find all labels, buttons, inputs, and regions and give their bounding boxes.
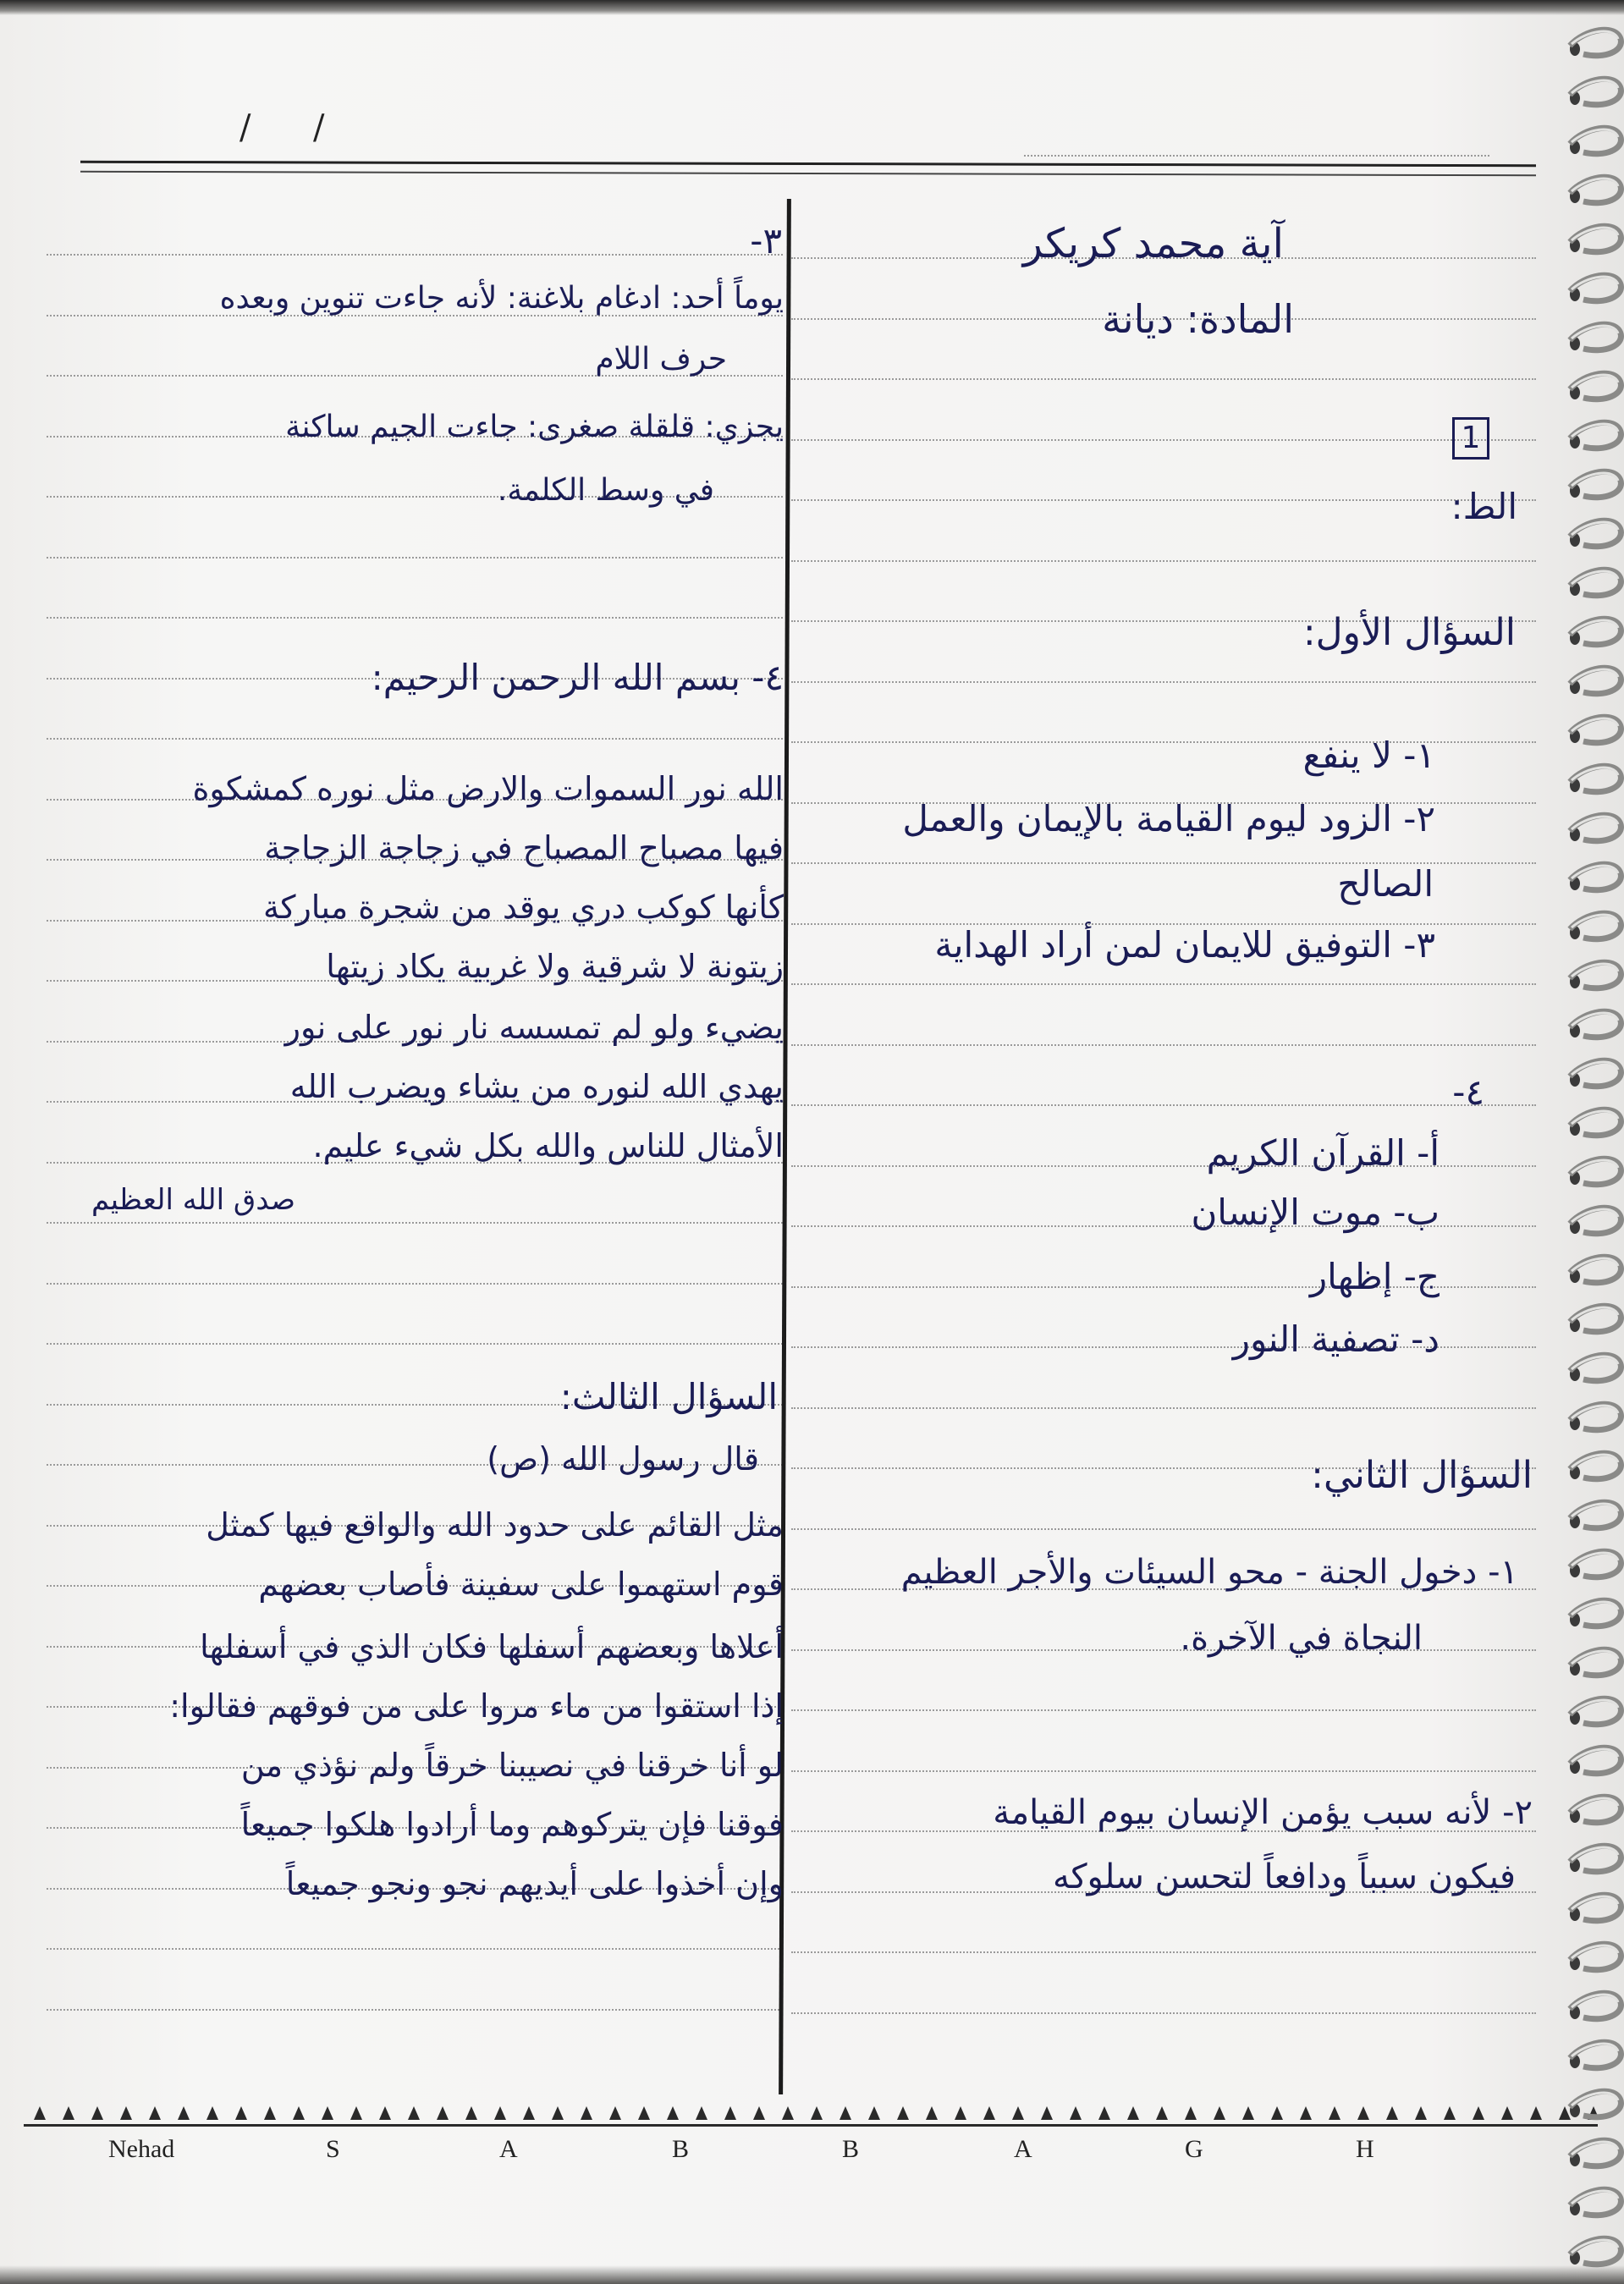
spiral-binding	[1565, 0, 1624, 2284]
verse-line-3: كأنها كوكب دري يوقد من شجرة مباركة	[262, 889, 784, 926]
spiral-ring	[1570, 1060, 1621, 1087]
footer-tick	[1501, 2106, 1513, 2120]
verse-closing: صدق الله العظيم	[91, 1183, 295, 1217]
hadith-line-4: إذا استقوا من ماء مروا على من فوقهم فقالوا:	[169, 1687, 784, 1725]
ruled-line	[791, 499, 1536, 501]
spiral-ring	[1570, 1502, 1621, 1528]
footer-tick	[609, 2106, 621, 2120]
spiral-ring	[1570, 1404, 1621, 1430]
ruled-line	[791, 1044, 1536, 1046]
spiral-ring	[1570, 717, 1621, 743]
ruled-line	[47, 1222, 783, 1224]
spiral-ring	[1570, 2140, 1621, 2166]
footer-tick	[465, 2106, 477, 2120]
spiral-ring	[1570, 1797, 1621, 1823]
question-4-title: ٤- بسم الله الرحمن الرحيم:	[371, 657, 784, 698]
footer-tick	[753, 2106, 765, 2120]
footer-tick	[1156, 2106, 1168, 2120]
verse-line-4: زيتونة لا شرقية ولا غربية يكاد زيتها	[326, 948, 784, 985]
footer-label-h: H	[1356, 2135, 1374, 2163]
footer-tick	[724, 2106, 736, 2120]
q1-item-3: ٣- التوفيق للايمان لمن أراد الهداية	[934, 924, 1435, 966]
footer-tick	[91, 2106, 103, 2120]
footer-tick	[1271, 2106, 1283, 2120]
ruled-line	[47, 1948, 783, 1950]
spiral-ring	[1570, 1698, 1621, 1725]
spiral-ring	[1570, 1993, 1621, 2019]
ruled-line	[47, 2009, 783, 2011]
spiral-ring	[1570, 1011, 1621, 1037]
footer-tick	[1214, 2106, 1225, 2120]
verse-line-6: يهدي الله لنوره من يشاء ويضرب الله	[289, 1068, 784, 1105]
footer-tick	[322, 2106, 333, 2120]
spiral-ring	[1570, 1355, 1621, 1381]
footer-tick	[667, 2106, 679, 2120]
hadith-line-6: فوقنا فإن يتركوهم وما أرادوا هلكوا جميعاً	[240, 1806, 784, 1843]
footer-tick	[494, 2106, 506, 2120]
spiral-ring	[1570, 815, 1621, 841]
q1-item-2-cont: الصالح	[1337, 863, 1434, 905]
spiral-ring	[1570, 128, 1621, 154]
ruled-line	[47, 1283, 783, 1285]
tajweed-line-3: يجزي: قلقلة صغرى: جاءت الجيم ساكنة	[285, 410, 784, 444]
footer-tick	[1386, 2106, 1398, 2120]
footer-label-b1: B	[672, 2135, 690, 2163]
ruled-line	[791, 1649, 1536, 1651]
footer-tick	[178, 2106, 190, 2120]
hadith-line-1: مثل القائم على حدود الله والواقع فيها كمثل	[206, 1506, 784, 1544]
top-shadow	[0, 0, 1624, 15]
ruled-line	[47, 557, 783, 559]
verse-line-5: يضيء ولو لم تمسسه نار نور على نور	[284, 1009, 784, 1046]
footer-tick	[638, 2106, 650, 2120]
footer-tick	[696, 2106, 707, 2120]
spiral-ring	[1570, 177, 1621, 203]
footer-tick	[782, 2106, 794, 2120]
tajweed-line-4: في وسط الكلمة.	[497, 473, 714, 508]
footer-tick	[1415, 2106, 1427, 2120]
spiral-ring	[1570, 864, 1621, 890]
tajweed-line-2: حرف اللام	[595, 342, 727, 377]
spiral-ring	[1570, 1453, 1621, 1479]
q2-item-2-cont: فيكون سبباً ودافعاً لتحسن سلوكه	[1053, 1857, 1516, 1896]
q2-item-1-cont: النجاة في الآخرة.	[1180, 1619, 1423, 1658]
bottom-shadow	[0, 2265, 1624, 2284]
ruled-line	[791, 1528, 1536, 1530]
spiral-ring	[1570, 1747, 1621, 1774]
footer-tick	[840, 2106, 851, 2120]
spiral-ring	[1570, 1600, 1621, 1626]
ruled-line	[791, 681, 1536, 683]
spiral-ring	[1570, 324, 1621, 350]
footer-tick	[1357, 2106, 1369, 2120]
footer-label-a2: A	[1014, 2135, 1032, 2163]
grade-label: الط:	[1451, 486, 1517, 527]
footer-label-g: G	[1185, 2135, 1203, 2163]
spiral-ring	[1570, 471, 1621, 498]
q1-item-4: ٤-	[1452, 1071, 1484, 1113]
spiral-ring	[1570, 79, 1621, 105]
ruled-line	[791, 1951, 1536, 1953]
header-rule	[80, 161, 1536, 168]
spiral-ring	[1570, 619, 1621, 645]
verse-line-7: الأمثال للناس والله بكل شيء عليم.	[312, 1127, 784, 1164]
spiral-ring	[1570, 962, 1621, 988]
footer-tick	[1012, 2106, 1024, 2120]
ruled-line	[791, 1104, 1536, 1106]
hadith-intro: قال رسول الله (ص)	[487, 1440, 759, 1478]
spiral-ring	[1570, 1208, 1621, 1234]
spiral-ring	[1570, 2238, 1621, 2265]
footer-tick	[1041, 2106, 1053, 2120]
footer-label-b2: B	[842, 2135, 860, 2163]
ruled-line	[791, 560, 1536, 562]
footer-tick	[1300, 2106, 1312, 2120]
hadith-line-7: وإن أخذوا على أيديهم نجو ونجو جميعاً	[285, 1865, 784, 1902]
hadith-line-3: أعلاها وبعضهم أسفلها فكان الذي في أسفلها	[200, 1628, 784, 1665]
ruled-line	[791, 1770, 1536, 1772]
spiral-ring	[1570, 2091, 1621, 2117]
spiral-ring	[1570, 1257, 1621, 1283]
footer-tick	[1127, 2106, 1139, 2120]
footer-tick	[206, 2106, 218, 2120]
tajweed-line-1: يوماً أحد: ادغام بلاغنة: لأنه جاءت تنوين وبعده	[219, 281, 784, 316]
footer-label-s: S	[326, 2135, 340, 2163]
footer-tick	[1473, 2106, 1484, 2120]
q2-item-2: ٢- لأنه سبب يؤمن الإنسان بيوم القيامة	[993, 1793, 1533, 1832]
q1-item-4d: د- تصفية النور	[1232, 1318, 1440, 1360]
header-rule-secondary	[80, 171, 1536, 177]
spiral-ring	[1570, 2042, 1621, 2068]
spiral-ring	[1570, 373, 1621, 399]
question-3-title: السؤال الثالث:	[559, 1376, 778, 1417]
footer-tick	[926, 2106, 938, 2120]
question-1-title: السؤال الأول:	[1302, 611, 1516, 654]
ruled-line	[791, 983, 1536, 985]
footer-tick	[1242, 2106, 1254, 2120]
footer-tick	[811, 2106, 823, 2120]
ruled-line	[47, 254, 783, 256]
spiral-ring	[1570, 570, 1621, 596]
spiral-ring	[1570, 913, 1621, 939]
spiral-ring	[1570, 766, 1621, 792]
ruled-line	[791, 1709, 1536, 1711]
ruled-line	[47, 1343, 783, 1345]
ruled-line	[47, 738, 783, 740]
ruled-line	[791, 1407, 1536, 1409]
footer-label-brand: Nehad	[108, 2135, 175, 2163]
footer-tick	[437, 2106, 449, 2120]
q1-item-4b: ب- موت الإنسان	[1191, 1192, 1440, 1233]
footer-tick	[350, 2106, 362, 2120]
ruled-line	[791, 2012, 1536, 2014]
q1-item-1: ١- لا ينفع	[1302, 735, 1435, 776]
footer-tick	[1098, 2106, 1110, 2120]
footer-tick	[1530, 2106, 1542, 2120]
header-dotted-line	[1024, 155, 1489, 157]
footer-tick	[1070, 2106, 1082, 2120]
verse-line-1: الله نور السموات والارض مثل نوره كمشكوة	[192, 770, 784, 807]
footer-tick	[120, 2106, 132, 2120]
spiral-ring	[1570, 226, 1621, 252]
spiral-ring	[1570, 2189, 1621, 2215]
spiral-ring	[1570, 1944, 1621, 1970]
spiral-ring	[1570, 1649, 1621, 1676]
footer-tick	[983, 2106, 995, 2120]
footer-tick	[955, 2106, 966, 2120]
q2-item-1: ١- دخول الجنة - محو السيئات والأجر العظيم	[900, 1553, 1518, 1592]
q1-item-4c: ج- إظهار	[1309, 1256, 1440, 1297]
footer-tick	[552, 2106, 564, 2120]
spiral-ring	[1570, 1306, 1621, 1332]
footer-tick	[235, 2106, 247, 2120]
q1-item-2: ٢- الزود ليوم القيامة بالإيمان والعمل	[902, 798, 1435, 839]
spiral-ring	[1570, 1159, 1621, 1185]
hadith-line-2: قوم استهموا على سفينة فأصاب بعضهم	[258, 1566, 784, 1603]
footer-tick	[1444, 2106, 1456, 2120]
spiral-ring	[1570, 668, 1621, 694]
footer-label-a1: A	[499, 2135, 518, 2163]
footer-tick	[408, 2106, 420, 2120]
footer-tick	[523, 2106, 535, 2120]
q1-item-4a: أ- القرآن الكريم	[1206, 1132, 1440, 1174]
spiral-ring	[1570, 1846, 1621, 1872]
footer-tick	[581, 2106, 592, 2120]
hadith-line-5: لو أنا خرقنا في نصيبنا خرقاً ولم نؤذي من	[240, 1747, 784, 1784]
verse-line-2: فيها مصباح المصباح في زجاجة الزجاجة	[264, 829, 784, 867]
footer-tick	[293, 2106, 305, 2120]
spiral-ring	[1570, 520, 1621, 547]
footer-tick	[1329, 2106, 1340, 2120]
ruled-line	[791, 378, 1536, 380]
footer-tick	[1185, 2106, 1197, 2120]
spiral-ring	[1570, 422, 1621, 449]
student-name: آية محمد كريكر	[1022, 220, 1284, 267]
ruled-line	[791, 439, 1536, 441]
question-3-number: ٣-	[750, 220, 782, 261]
footer-tick	[63, 2106, 74, 2120]
spiral-ring	[1570, 275, 1621, 301]
footer-tick	[264, 2106, 276, 2120]
question-2-title: السؤال الثاني:	[1311, 1454, 1533, 1497]
subject-label: المادة: ديانة	[1102, 296, 1294, 342]
footer-tick	[379, 2106, 391, 2120]
footer-tick	[868, 2106, 880, 2120]
ruled-line	[47, 617, 783, 619]
spiral-ring	[1570, 1109, 1621, 1136]
date-slash-2: /	[313, 108, 325, 147]
spiral-ring	[1570, 1895, 1621, 1921]
box-number: 1	[1452, 417, 1489, 460]
footer-tick	[897, 2106, 909, 2120]
footer-rule	[24, 2124, 1598, 2127]
footer-tick	[149, 2106, 161, 2120]
spiral-ring	[1570, 1551, 1621, 1577]
spiral-ring	[1570, 30, 1621, 56]
date-slash-1: /	[239, 108, 251, 147]
footer-tick	[34, 2106, 46, 2120]
